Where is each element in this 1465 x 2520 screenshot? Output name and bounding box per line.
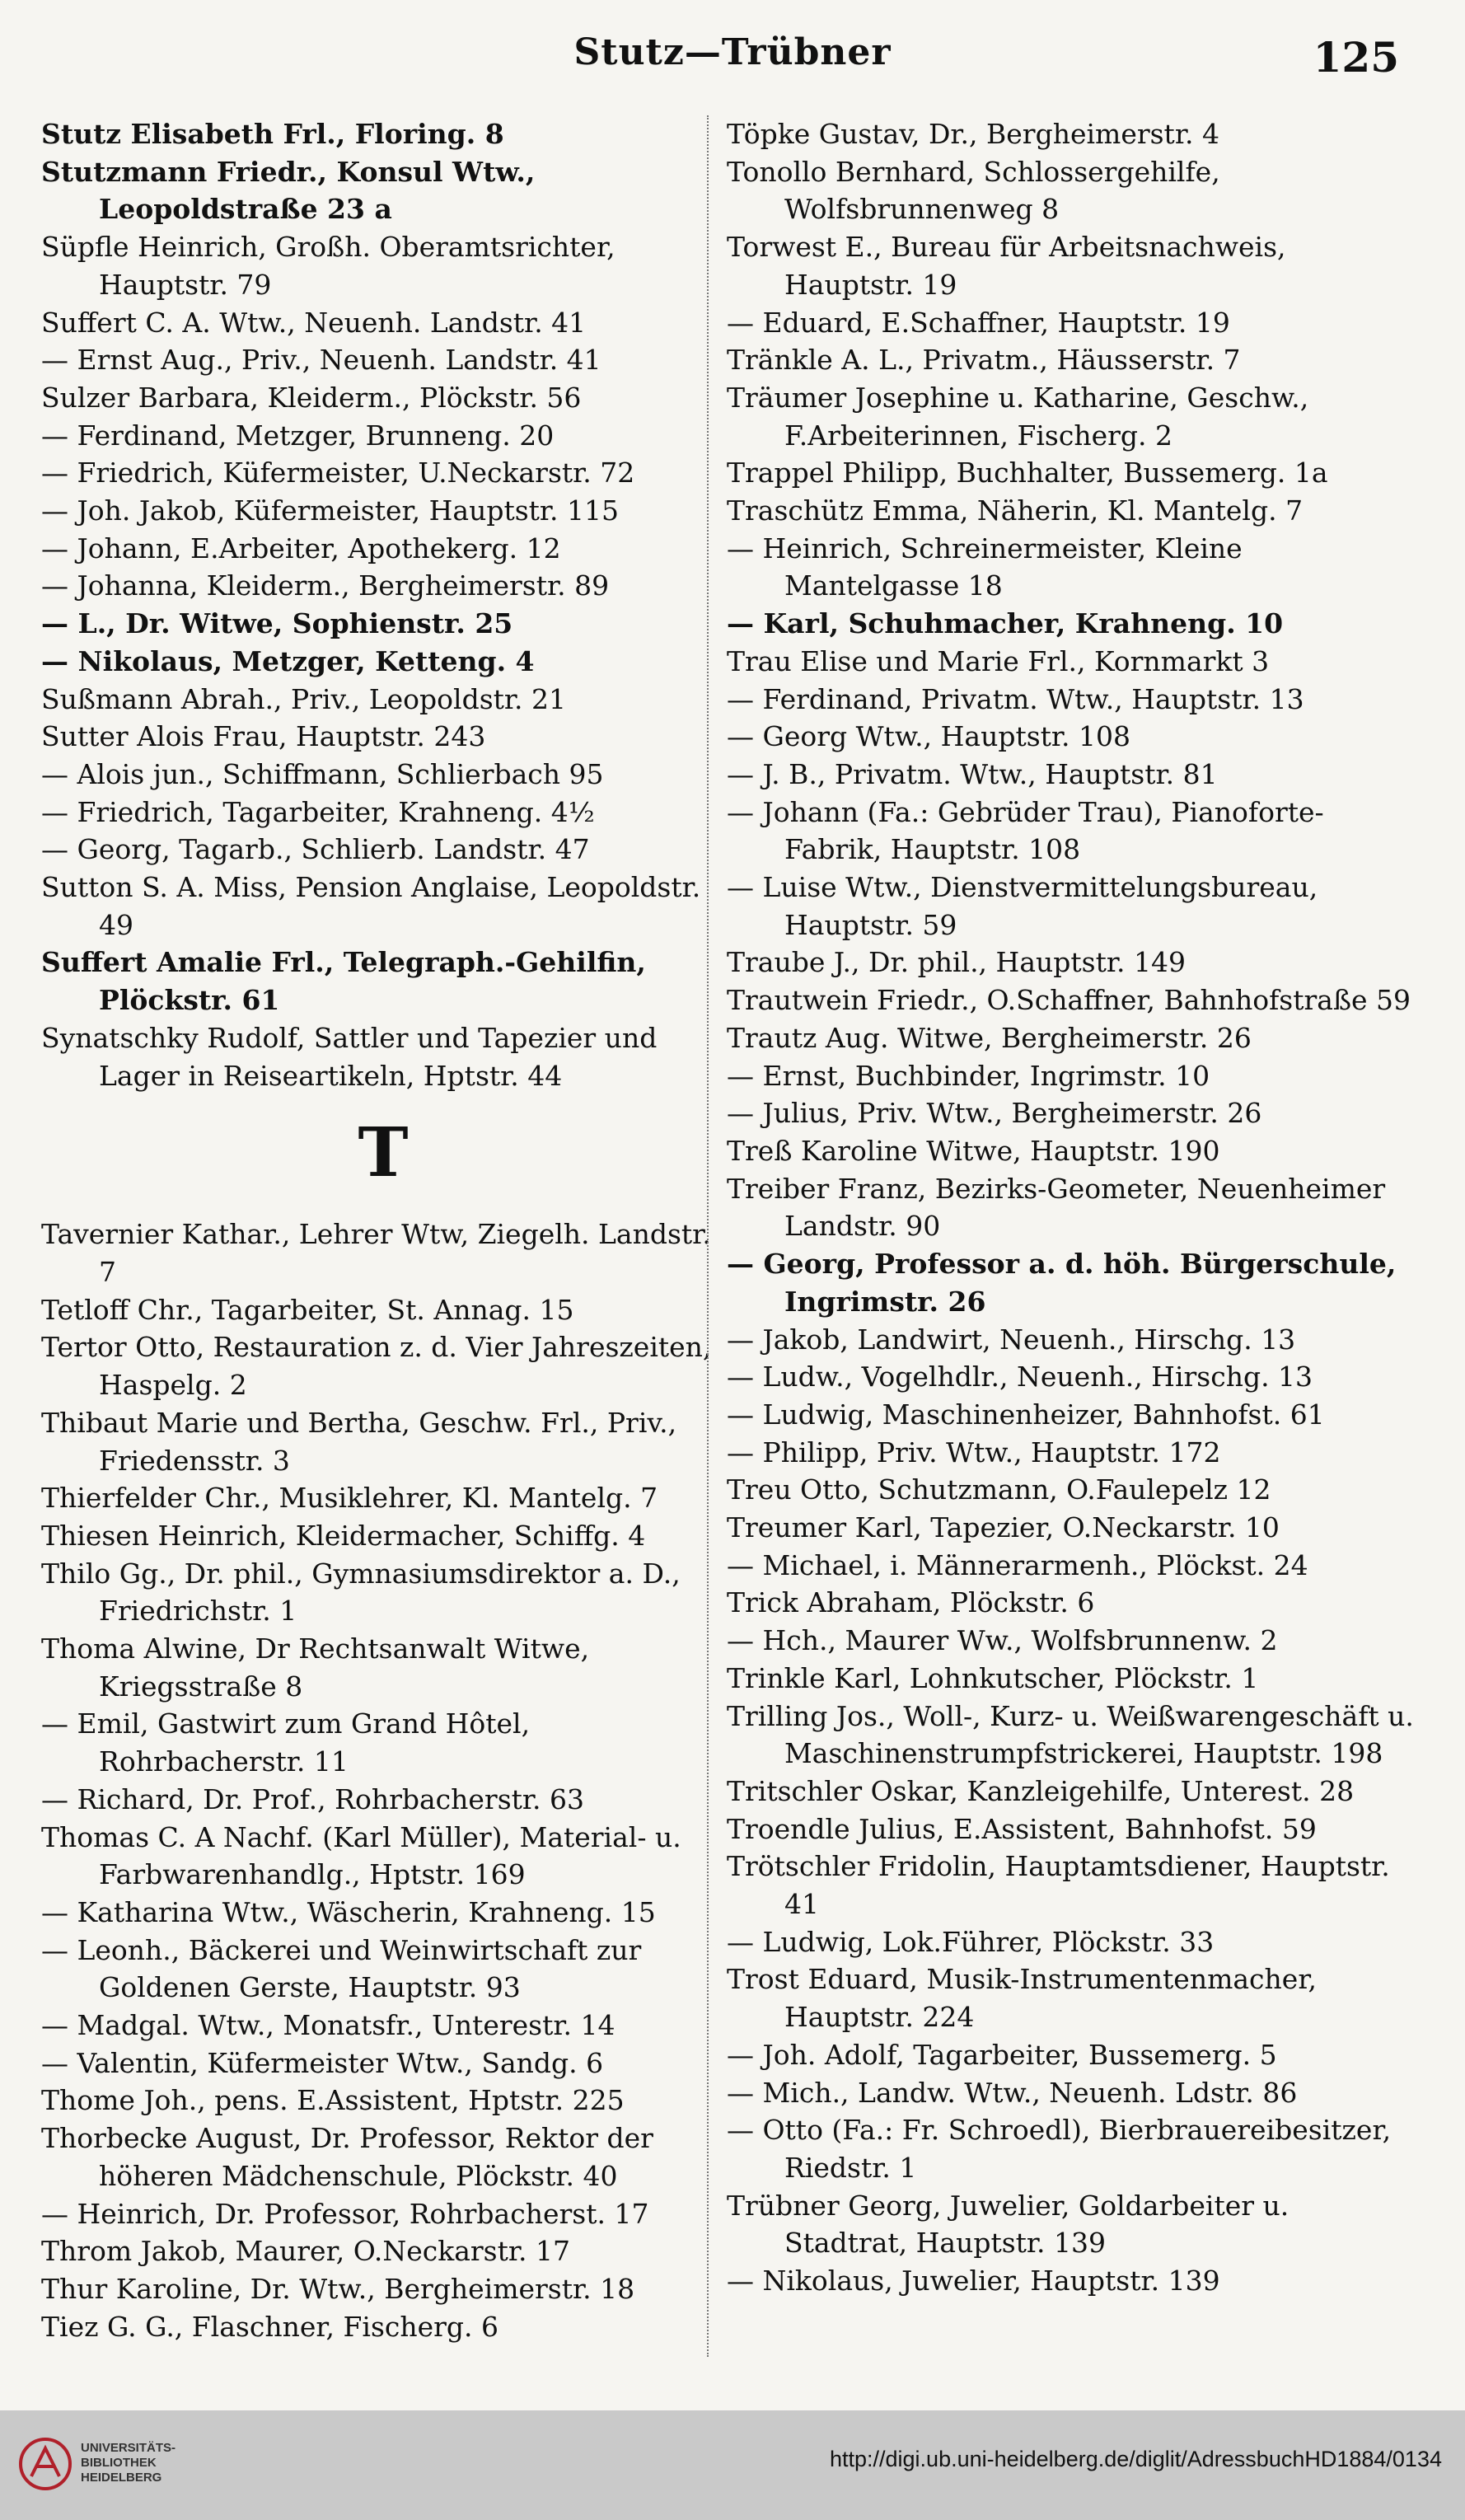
directory-entry: — Ferdinand, Privatm. Wtw., Hauptstr. 13 xyxy=(727,682,1304,715)
directory-entry: — Ernst, Buchbinder, Ingrimstr. 10 xyxy=(727,1059,1210,1092)
directory-entry: Thorbecke August, Dr. Professor, Rektor der höheren Mädchenschule, Plöckstr. 40 xyxy=(41,2122,653,2192)
directory-entry: — Katharina Wtw., Wäscherin, Krahneng. 15 xyxy=(41,1895,656,1928)
directory-entry: — Alois jun., Schiffmann, Schlierbach 95 xyxy=(41,757,604,790)
section-letter-heading: T xyxy=(358,1113,409,1193)
library-name-line: HEIDELBERG xyxy=(81,2471,162,2485)
directory-entry: Stutzmann Friedr., Konsul Wtw., Leopoldstraße 23 a xyxy=(41,155,536,226)
directory-entry: — L., Dr. Witwe, Sophienstr. 25 xyxy=(41,607,513,640)
directory-entry: — Ludw., Vogelhdlr., Neuenh., Hirschg. 13 xyxy=(727,1361,1313,1393)
directory-entry: Traube J., Dr. phil., Hauptstr. 149 xyxy=(727,946,1186,979)
directory-entry: Tavernier Kathar., Lehrer Wtw, Ziegelh. Landstr. 7 xyxy=(41,1218,711,1288)
viewer-footer xyxy=(0,2410,1465,2520)
directory-entry: — Georg Wtw., Hauptstr. 108 xyxy=(727,720,1131,753)
directory-entry: — Otto (Fa.: Fr. Schroedl), Bierbrauereibesitzer, Riedstr. 1 xyxy=(727,2114,1392,2184)
directory-entry: Thilo Gg., Dr. phil., Gymnasiumsdirektor a. D., Friedrichstr. 1 xyxy=(41,1557,681,1628)
directory-entry: — Leonh., Bäckerei und Weinwirtschaft zur Goldenen Gerste, Hauptstr. 93 xyxy=(41,1933,642,2004)
directory-entry: — Johann (Fa.: Gebrüder Trau), Pianoforte-Fabrik, Hauptstr. 108 xyxy=(727,795,1324,866)
directory-entry: — Michael, i. Männerarmenh., Plöckst. 24 xyxy=(727,1548,1308,1581)
directory-entry: Trappel Philipp, Buchhalter, Bussemerg. 1a xyxy=(727,457,1328,489)
directory-entry: Trost Eduard, Musik-Instrumentenmacher, Hauptstr. 224 xyxy=(727,1963,1317,2034)
directory-entry: — Joh. Jakob, Küfermeister, Hauptstr. 115 xyxy=(41,494,620,527)
directory-entry: — Friedrich, Küfermeister, U.Neckarstr. 72 xyxy=(41,457,635,489)
directory-entry: — Georg, Tagarb., Schlierb. Landstr. 47 xyxy=(41,833,590,866)
directory-entry: — Heinrich, Schreinermeister, Kleine Mantelgasse 18 xyxy=(727,532,1243,602)
directory-entry: Trötschler Fridolin, Hauptamtsdiener, Hauptstr. 41 xyxy=(727,1850,1390,1921)
directory-entry: — Johanna, Kleiderm., Bergheimerstr. 89 xyxy=(41,569,610,602)
directory-entry: Töpke Gustav, Dr., Bergheimerstr. 4 xyxy=(727,118,1219,150)
directory-entry: — Madgal. Wtw., Monatsfr., Unterestr. 14 xyxy=(41,2009,615,2042)
directory-entry: — Mich., Landw. Wtw., Neuenh. Ldstr. 86 xyxy=(727,2076,1298,2109)
directory-entry: Sulzer Barbara, Kleiderm., Plöckstr. 56 xyxy=(41,381,582,414)
directory-entry: Sußmann Abrah., Priv., Leopoldstr. 21 xyxy=(41,682,567,715)
directory-entry: Trautz Aug. Witwe, Bergheimerstr. 26 xyxy=(727,1021,1252,1054)
directory-entry: Thome Joh., pens. E.Assistent, Hptstr. 225 xyxy=(41,2084,625,2117)
directory-entry: Sutter Alois Frau, Hauptstr. 243 xyxy=(41,720,486,753)
directory-entry: Thierfelder Chr., Musiklehrer, Kl. Mantelg. 7 xyxy=(41,1482,658,1515)
directory-entry: Treß Karoline Witwe, Hauptstr. 190 xyxy=(727,1134,1220,1167)
directory-entry: — Valentin, Küfermeister Wtw., Sandg. 6 xyxy=(41,2046,604,2079)
directory-entry: — Ludwig, Lok.Führer, Plöckstr. 33 xyxy=(727,1925,1215,1958)
running-title: Stutz—Trübner xyxy=(573,31,892,73)
directory-entry: Throm Jakob, Maurer, O.Neckarstr. 17 xyxy=(41,2235,570,2268)
directory-entry: Trilling Jos., Woll-, Kurz- u. Weißwarengeschäft u. Maschinenstrumpfstrickerei, Hauptstr. 198 xyxy=(727,1699,1414,1770)
directory-entry: — Ernst Aug., Priv., Neuenh. Landstr. 41 xyxy=(41,344,601,377)
right-column xyxy=(727,115,1419,2300)
directory-entry: — Philipp, Priv. Wtw., Hauptstr. 172 xyxy=(727,1436,1221,1468)
directory-entry: Traschütz Emma, Näherin, Kl. Mantelg. 7 xyxy=(727,494,1304,527)
directory-entry: — Jakob, Landwirt, Neuenh., Hirschg. 13 xyxy=(727,1323,1296,1356)
library-name-line: BIBLIOTHEK xyxy=(81,2456,157,2470)
library-name-line: UNIVERSITÄTS- xyxy=(81,2441,176,2455)
directory-entry: — Georg, Professor a. d. höh. Bürgerschule, Ingrimstr. 26 xyxy=(727,1248,1397,1318)
directory-entry: Thomas C. A Nachf. (Karl Müller), Material- u. Farbwarenhandlg., Hptstr. 169 xyxy=(41,1820,681,1891)
directory-entry: Torwest E., Bureau für Arbeitsnachweis, Hauptstr. 19 xyxy=(727,231,1286,301)
directory-entry: Synatschky Rudolf, Sattler und Tapezier und Lager in Reiseartikeln, Hptstr. 44 xyxy=(41,1021,658,1092)
directory-entry: — Ferdinand, Metzger, Brunneng. 20 xyxy=(41,419,555,452)
directory-entry: — Luise Wtw., Dienstvermittelungsbureau, Hauptstr. 59 xyxy=(727,871,1318,941)
directory-entry: Troendle Julius, E.Assistent, Bahnhofst. 59 xyxy=(727,1812,1317,1845)
directory-entry: Suffert Amalie Frl., Telegraph.-Gehilfin, Plöckstr. 61 xyxy=(41,946,646,1017)
directory-entry: Trautwein Friedr., O.Schaffner, Bahnhofstraße 59 xyxy=(727,984,1411,1017)
directory-entry: Tertor Otto, Restauration z. d. Vier Jahreszeiten, Haspelg. 2 xyxy=(41,1331,712,1402)
column-divider xyxy=(707,115,709,2357)
directory-entry: — Heinrich, Dr. Professor, Rohrbacherst. 17 xyxy=(41,2197,649,2230)
source-url-link[interactable]: http://digi.ub.uni-heidelberg.de/diglit/AdressbuchHD1884/0134 xyxy=(829,2447,1442,2471)
directory-entry: — Friedrich, Tagarbeiter, Krahneng. 4½ xyxy=(41,795,595,828)
directory-entry: Tiez G. G., Flaschner, Fischerg. 6 xyxy=(41,2310,499,2343)
directory-entry: Träumer Josephine u. Katharine, Geschw., F.Arbeiterinnen, Fischerg. 2 xyxy=(727,381,1309,452)
directory-entry: — Johann, E.Arbeiter, Apothekerg. 12 xyxy=(41,532,561,564)
directory-entry: — Nikolaus, Metzger, Ketteng. 4 xyxy=(41,644,535,677)
directory-entry: Treumer Karl, Tapezier, O.Neckarstr. 10 xyxy=(727,1511,1280,1544)
directory-entry: — Joh. Adolf, Tagarbeiter, Bussemerg. 5 xyxy=(727,2038,1277,2071)
library-name xyxy=(81,2441,176,2485)
directory-entry: Suffert C. A. Wtw., Neuenh. Landstr. 41 xyxy=(41,306,587,339)
page-number: 125 xyxy=(1313,33,1399,82)
directory-entry: Treiber Franz, Bezirks-Geometer, Neuenheimer Landstr. 90 xyxy=(727,1172,1386,1243)
directory-entry: — Richard, Dr. Prof., Rohrbacherstr. 63 xyxy=(41,1782,585,1815)
directory-entry: — Ludwig, Maschinenheizer, Bahnhofst. 61 xyxy=(727,1398,1325,1431)
directory-entry: Treu Otto, Schutzmann, O.Faulepelz 12 xyxy=(727,1473,1271,1506)
directory-entry: Trick Abraham, Plöckstr. 6 xyxy=(727,1586,1095,1619)
directory-entry: — Nikolaus, Juwelier, Hauptstr. 139 xyxy=(727,2265,1220,2298)
directory-entry: Süpfle Heinrich, Großh. Oberamtsrichter, Hauptstr. 79 xyxy=(41,231,615,301)
directory-entry: Thoma Alwine, Dr Rechtsanwalt Witwe, Kriegsstraße 8 xyxy=(41,1632,590,1703)
running-head xyxy=(0,23,1465,89)
directory-entry: — Karl, Schuhmacher, Krahneng. 10 xyxy=(727,607,1284,640)
directory-entry: Thiesen Heinrich, Kleidermacher, Schiffg. 4 xyxy=(41,1519,646,1552)
directory-entry: Sutton S. A. Miss, Pension Anglaise, Leopoldstr. 49 xyxy=(41,871,701,941)
directory-entry: — Hch., Maurer Ww., Wolfsbrunnenw. 2 xyxy=(727,1624,1278,1657)
directory-entry: Tritschler Oskar, Kanzleigehilfe, Unterest. 28 xyxy=(727,1774,1355,1807)
directory-entry: Trinkle Karl, Lohnkutscher, Plöckstr. 1 xyxy=(727,1661,1259,1694)
directory-entry: Tränkle A. L., Privatm., Häusserstr. 7 xyxy=(727,344,1241,377)
directory-entry: Trübner Georg, Juwelier, Goldarbeiter u. Stadtrat, Hauptstr. 139 xyxy=(727,2189,1289,2260)
directory-entry: — Emil, Gastwirt zum Grand Hôtel, Rohrbacherstr. 11 xyxy=(41,1707,531,1778)
directory-entry: Tetloff Chr., Tagarbeiter, St. Annag. 15 xyxy=(41,1293,574,1326)
directory-entry: Thur Karoline, Dr. Wtw., Bergheimerstr. 18 xyxy=(41,2272,635,2305)
directory-entry: Tonollo Bernhard, Schlossergehilfe, Wolfsbrunnenweg 8 xyxy=(727,155,1220,226)
directory-entry: — J. B., Privatm. Wtw., Hauptstr. 81 xyxy=(727,757,1218,790)
directory-entry: Trau Elise und Marie Frl., Kornmarkt 3 xyxy=(727,644,1270,677)
library-logo[interactable] xyxy=(16,2431,198,2501)
directory-entry: — Julius, Priv. Wtw., Bergheimerstr. 26 xyxy=(727,1097,1262,1130)
directory-entry: — Eduard, E.Schaffner, Hauptstr. 19 xyxy=(727,306,1230,339)
directory-entry: Stutz Elisabeth Frl., Floring. 8 xyxy=(41,118,504,150)
university-library-logo-icon xyxy=(16,2435,74,2493)
directory-entry: Thibaut Marie und Bertha, Geschw. Frl., Priv., Friedensstr. 3 xyxy=(41,1406,677,1477)
left-column xyxy=(41,115,725,2345)
